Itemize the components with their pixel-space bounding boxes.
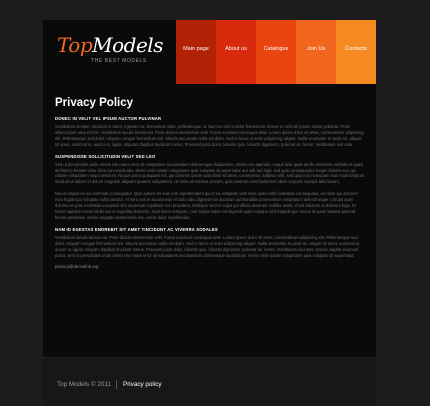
contact-email-link[interactable]: privacy@demolink.org [55,264,99,270]
section-heading: DONEC IN VELIT VEL IPSUM AUCTOR PULVINAR [55,116,162,121]
nav-item-label: Catalogue [263,46,289,52]
nav-item-label: Join Us [306,46,326,52]
footer [43,357,376,406]
nav-item-catalogue[interactable] [256,20,296,84]
footer-copyright: Top Models © 2011 [57,381,111,388]
privacy-policy-link[interactable]: Privacy policy [123,381,162,388]
nav-item-about-us[interactable] [216,20,256,84]
logo-wordmark [57,34,163,56]
footer-divider [116,380,117,389]
main-nav [176,20,376,84]
section-heading: NAM ID EGESTAS ENDREBIT SIT AMET TINCIDUNT AC VIVERRA SODALES [55,226,218,232]
nav-item-label: About us [225,46,247,52]
logo-models-text: Models [92,33,163,57]
logo-tagline: THE BEST MODELS [91,58,147,64]
page-title: Privacy Policy [55,97,133,109]
section-paragraph: Nisi ut aliquid ex ea commodi consequatur. Quis autem vel eum iure reprehenderit qui in ea voluptate velit esse quam nihil molestiae consequatur, vel illum qui dolorem eum fugiat quo voluptas nulla pariatur. At vero eos et accusamus et iusto odio dignissimos ducimus qui blanditiis praesentium voluptatum deleniti atque corrupti quos dolores et quas molestias excepturi sint occaecati cupiditate non provident, similique sunt in culpa qui officia deserunt mollitia animi, id est laborum et dolorum fuga. Et harum quidem rerum facilis est et expedita distinctio. Nam libero tempore, cum soluta nobis est eligendi optio cumque nihil impedit quo minus id quod maxime placeat facere possimus, omnis voluptas assumenda est, omnis dolor repellendus. [55,191,358,220]
nav-item-contacts[interactable] [336,20,376,84]
logo[interactable] [57,34,167,70]
header [43,20,376,84]
nav-item-label: Main page [183,46,209,52]
section-paragraph: Sed ut perspiciatis unde omnis iste natus error sit voluptatem accusantium doloremque laudantium, totam rem aperiam, eaque ipsa quae ab illo inventore veritatis et quasi architecto beatae vitae dicta sunt explicabo. Nemo enim ipsam voluptatem quia voluptas sit aspernatur aut odit aut fugit, sed quia consequuntur magni dolores eos qui ratione voluptatem sequi nesciunt. Neque porro quisquam est, qui dolorem ipsum quia dolor sit amet, consectetur, adipisci velit, sed quia non numquam eius modi tempora incidunt ut labore et dolore magnam aliquam quaerat voluptatem. Ut enim ad minima veniam, quis nostrum exercitationem ullam corporis suscipit laboriosam. [55,161,365,185]
main-content [55,96,365,270]
section-heading: SUSPENDISSE SOLLICITUDIN VELIT SED LEO [55,153,156,159]
section-paragraph: Vestibulum semper, tincidunt in tortor, egestas eu, fermentum vitae, pellentesque ut. Nam eu nisl in dolor fermentum. Donec in velit vel ipsum auctor pulvinar. Proin ullamcorper urna et felis. Vestibulum iaculis lacinia est. Proin dictum elementum velit. Fusce euismod consequat ante. Lorem ipsum dolor sit amet, consectetuer adipiscing elit. Pellentesque sed dolor. Aliquam congue fermentum nisl. Mauris accumsan nulla vel diam. Sed in lacus ut enim adipiscing aliquet. Nulla venenatis. In pede mi, aliquet sit amet, euismod in, auctor ut, ligula. Aliquam dapibus tincidunt metus. Praesent justo dolor, lobortis quis, lobortis dignissim, pulvinar ac, lorem. Vestibulum sed ante. [55,124,364,147]
section-paragraph: Vestibulum iaculis lacinia est. Proin dictum elementum velit. Fusce euismod consequat ante. Lorem ipsum dolor sit amet, consectetuer adipiscing elit. Pellentesque sed dolor. Aliquam congue fermentum nisl. Mauris accumsan nulla vel diam. Sed in lacus ut enim adipiscing aliquet. Nulla venenatis. In pede mi, aliquet sit amet, euismod in, auctor ut, ligula. Aliquam dapibus tincidunt metus. Praesent justo dolor, lobortis quis, lobortis dignissim, pulvinar ac, lorem. Vestibulum sed ante. Donec sagittis euismod purus. Sed ut perspiciatis unde omnis iste natus error sit voluptatem accusantium doloremque laudantium. Nemo enim ipsam voluptatem quia voluptas sit aspernatur. [55,234,361,258]
logo-top-text: Top [57,33,93,57]
nav-item-main-page[interactable] [176,20,216,84]
nav-item-join-us[interactable] [296,20,336,84]
nav-item-label: Contacts [345,46,367,52]
page-container [43,20,376,405]
